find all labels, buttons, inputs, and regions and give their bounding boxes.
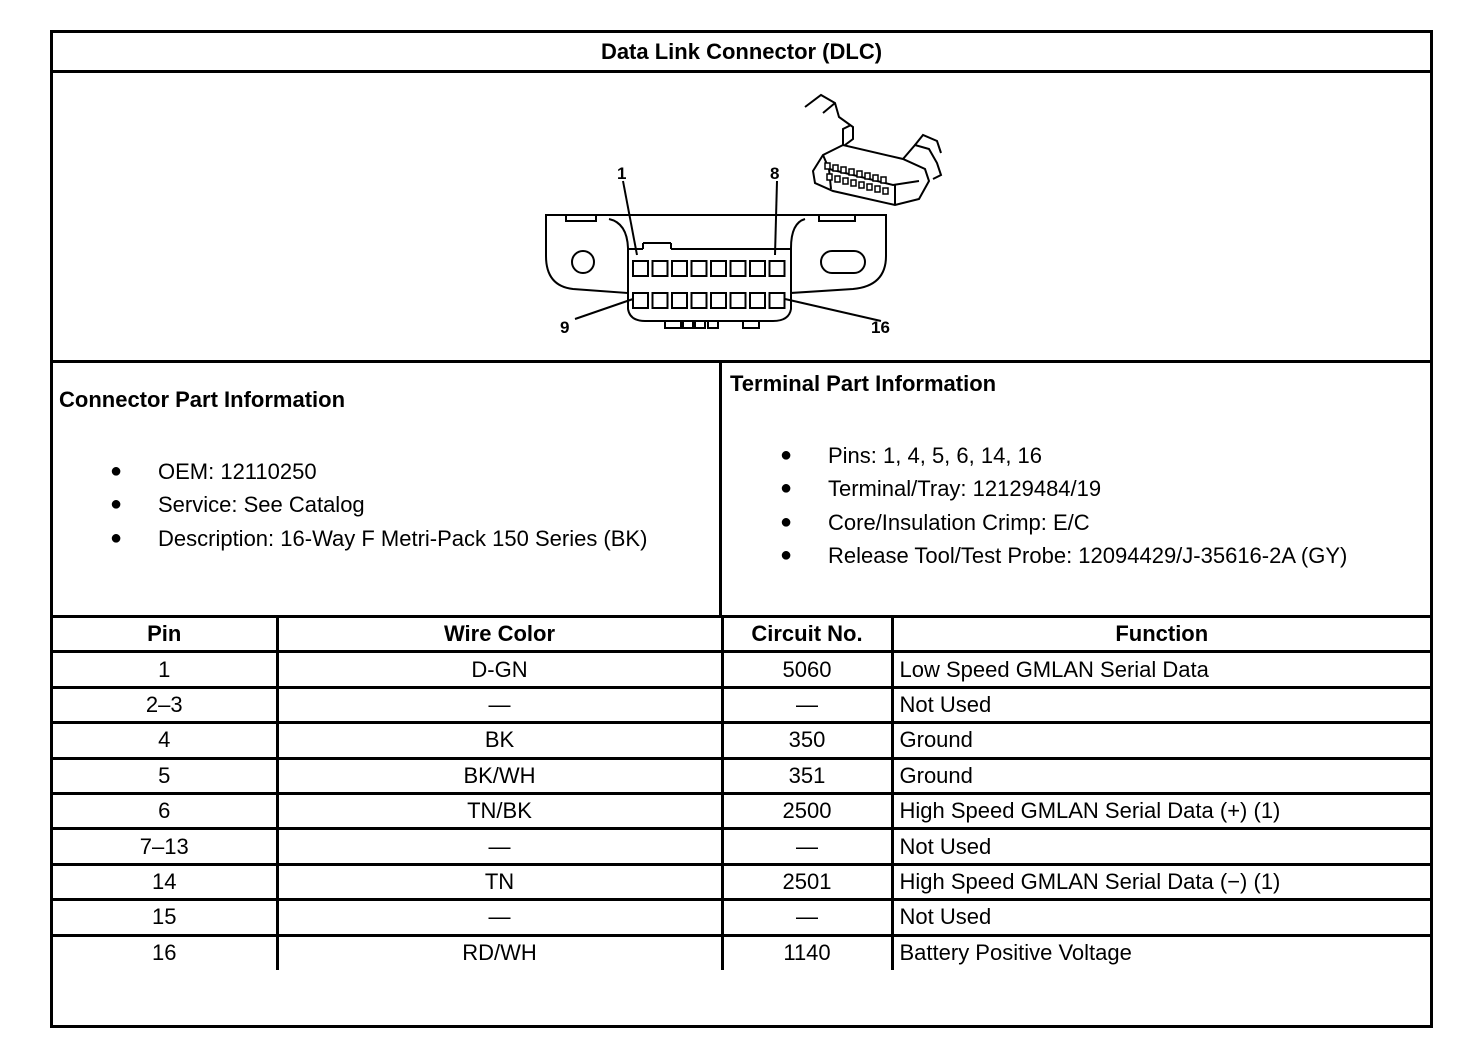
connector-info-item: ● OEM: 12110250 <box>108 455 647 488</box>
table-row <box>53 687 1430 722</box>
table-row <box>53 935 1430 970</box>
pin-cavity-grid <box>633 261 785 308</box>
cell-circuit: 350 <box>722 723 892 758</box>
table-row <box>53 900 1430 935</box>
pin-cavity-3d <box>867 184 872 190</box>
cell-pin: 16 <box>53 935 277 970</box>
connector-3d-view <box>805 95 941 205</box>
cell-circuit: 5060 <box>722 652 892 687</box>
cell-function: Ground <box>892 723 1430 758</box>
pin-cavity-3d-grid <box>825 163 888 194</box>
pin-cavity <box>633 293 648 308</box>
connector-info-heading: Connector Part Information <box>59 387 346 412</box>
cell-wire-color: BK/WH <box>277 758 722 793</box>
pin-cavity-3d <box>849 169 854 175</box>
table-row <box>53 864 1430 899</box>
pin-cavity <box>750 293 765 308</box>
pin-cavity-3d <box>827 174 832 180</box>
pin-cavity <box>731 293 746 308</box>
cell-function: Not Used <box>892 687 1430 722</box>
pin-cavity <box>633 261 648 276</box>
cell-pin: 6 <box>53 793 277 828</box>
cell-function: Low Speed GMLAN Serial Data <box>892 652 1430 687</box>
cell-wire-color: — <box>277 687 722 722</box>
pin-cavity-3d <box>875 186 880 192</box>
cell-pin: 14 <box>53 864 277 899</box>
cell-function: Battery Positive Voltage <box>892 935 1430 970</box>
cell-circuit: 1140 <box>722 935 892 970</box>
pin-cavity-3d <box>825 163 830 169</box>
cell-wire-color: BK <box>277 723 722 758</box>
pin-cavity-3d <box>851 180 856 186</box>
pin-cavity-3d <box>843 178 848 184</box>
pin-cavity <box>692 261 707 276</box>
table-row <box>53 793 1430 828</box>
cell-function: High Speed GMLAN Serial Data (−) (1) <box>892 864 1430 899</box>
pin-label-1: 1 <box>617 164 627 183</box>
pin-cavity <box>770 293 785 308</box>
bullet-icon: ● <box>780 477 793 500</box>
pin-cavity <box>653 261 668 276</box>
pin-cavity <box>653 293 668 308</box>
table-header-row <box>53 617 1430 652</box>
header-function: Function <box>892 617 1430 652</box>
terminal-info-item: ● Core/Insulation Crimp: E/C <box>778 506 1347 539</box>
bullet-icon: ● <box>780 544 793 567</box>
table-row <box>53 723 1430 758</box>
pin-label-8: 8 <box>770 164 780 183</box>
pin-cavity-3d <box>865 173 870 179</box>
cell-pin: 4 <box>53 723 277 758</box>
pin-label-9: 9 <box>560 318 570 337</box>
cell-pin: 5 <box>53 758 277 793</box>
bullet-icon: ● <box>110 526 123 549</box>
pin-cavity-3d <box>881 177 886 183</box>
cell-circuit: — <box>722 829 892 864</box>
cell-function: Ground <box>892 758 1430 793</box>
cell-wire-color: D-GN <box>277 652 722 687</box>
cell-wire-color: TN <box>277 864 722 899</box>
connector-figure <box>53 73 1430 363</box>
pin-cavity <box>750 261 765 276</box>
table-row <box>53 829 1430 864</box>
cell-circuit: — <box>722 687 892 722</box>
cell-function: High Speed GMLAN Serial Data (+) (1) <box>892 793 1430 828</box>
connector-info-list <box>108 455 647 555</box>
cell-wire-color: TN/BK <box>277 793 722 828</box>
cell-pin: 2–3 <box>53 687 277 722</box>
leader-pin-16 <box>785 299 881 321</box>
bullet-icon: ● <box>780 444 793 466</box>
pin-cavity-3d <box>841 167 846 173</box>
cell-function: Not Used <box>892 829 1430 864</box>
terminal-info-item: ● Terminal/Tray: 12129484/19 <box>778 472 1347 505</box>
cell-wire-color: — <box>277 900 722 935</box>
cell-function: Not Used <box>892 900 1430 935</box>
terminal-info-list <box>778 439 1347 573</box>
cell-circuit: 2501 <box>722 864 892 899</box>
header-wire-color: Wire Color <box>277 617 722 652</box>
cell-circuit: 2500 <box>722 793 892 828</box>
terminal-info-item: ● Release Tool/Test Probe: 12094429/J-35616-2A (GY) <box>778 539 1347 572</box>
pin-cavity-3d <box>833 165 838 171</box>
bullet-icon: ● <box>110 493 123 516</box>
page-title: Data Link Connector (DLC) <box>53 33 1430 73</box>
cell-wire-color: RD/WH <box>277 935 722 970</box>
table-row <box>53 758 1430 793</box>
header-pin: Pin <box>53 617 277 652</box>
terminal-info-heading: Terminal Part Information <box>730 371 997 396</box>
cell-pin: 15 <box>53 900 277 935</box>
connector-sheet <box>50 30 1433 1028</box>
terminal-info-item: ● Pins: 1, 4, 5, 6, 14, 16 <box>778 439 1347 472</box>
pin-cavity <box>731 261 746 276</box>
bullet-icon: ● <box>110 460 123 482</box>
terminal-part-info <box>722 363 1430 615</box>
cell-pin: 1 <box>53 652 277 687</box>
mount-hole-round <box>572 251 594 273</box>
pin-cavity-3d <box>883 188 888 194</box>
pin-cavity <box>770 261 785 276</box>
leader-pin-1 <box>623 181 637 255</box>
mount-hole-slot <box>821 251 865 273</box>
leader-pin-8 <box>775 181 777 255</box>
connector-info-item: ● Description: 16-Way F Metri-Pack 150 Series (BK) <box>108 522 647 555</box>
cell-pin: 7–13 <box>53 829 277 864</box>
pin-cavity-3d <box>835 176 840 182</box>
header-circuit-no: Circuit No. <box>722 617 892 652</box>
pinout-table <box>53 615 1430 970</box>
cell-wire-color: — <box>277 829 722 864</box>
cell-circuit: — <box>722 900 892 935</box>
table-row <box>53 652 1430 687</box>
pin-label-16: 16 <box>871 318 890 337</box>
bullet-icon: ● <box>780 510 793 533</box>
dlc-connector-diagram <box>53 73 1430 363</box>
cell-circuit: 351 <box>722 758 892 793</box>
leader-pin-9 <box>575 299 633 319</box>
pin-cavity-3d <box>857 171 862 177</box>
connector-info-item: ● Service: See Catalog <box>108 488 647 521</box>
pin-cavity <box>711 293 726 308</box>
pin-cavity <box>711 261 726 276</box>
pin-cavity <box>672 261 687 276</box>
pin-cavity-3d <box>859 182 864 188</box>
pin-cavity-3d <box>873 175 878 181</box>
pin-cavity <box>672 293 687 308</box>
connector-part-info <box>53 363 722 615</box>
pin-cavity <box>692 293 707 308</box>
